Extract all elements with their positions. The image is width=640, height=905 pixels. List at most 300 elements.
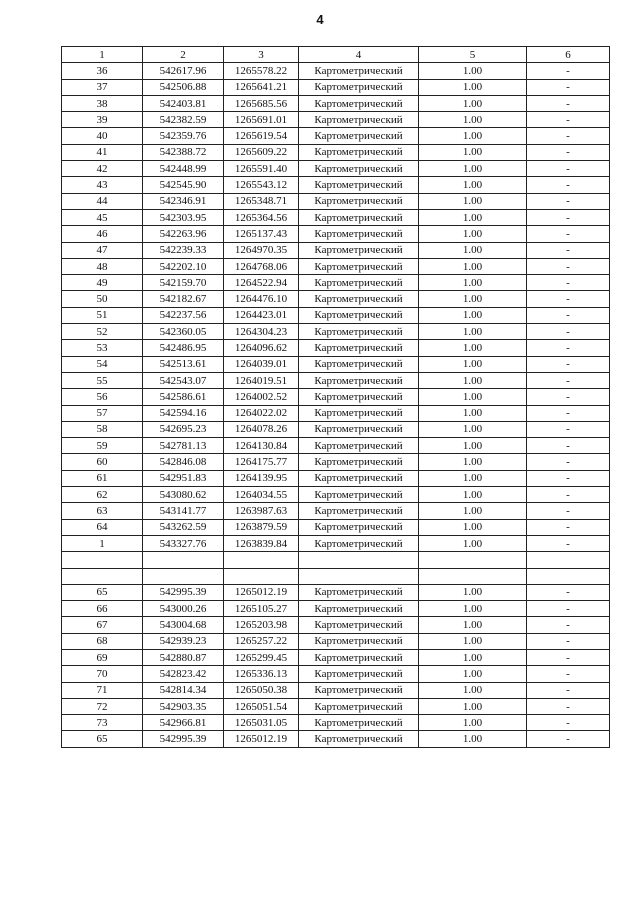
- point-number-cell: 45: [62, 209, 143, 225]
- table-row: [62, 242, 610, 258]
- note-cell: -: [527, 438, 610, 454]
- point-number-cell: 42: [62, 161, 143, 177]
- method-cell: Картометрический: [299, 144, 419, 160]
- table-row: [62, 535, 610, 551]
- y-coordinate-cell: 1265685.56: [224, 95, 299, 111]
- point-number-cell: 73: [62, 715, 143, 731]
- point-number-cell: 60: [62, 454, 143, 470]
- method-cell: Картометрический: [299, 601, 419, 617]
- accuracy-cell: 1.00: [419, 161, 527, 177]
- method-cell: Картометрический: [299, 535, 419, 551]
- y-coordinate-cell: [224, 552, 299, 568]
- accuracy-cell: 1.00: [419, 242, 527, 258]
- table-row: [62, 470, 610, 486]
- x-coordinate-cell: 542486.95: [143, 340, 224, 356]
- table-row: [62, 487, 610, 503]
- point-number-cell: 44: [62, 193, 143, 209]
- method-cell: Картометрический: [299, 307, 419, 323]
- method-cell: Картометрический: [299, 193, 419, 209]
- note-cell: -: [527, 193, 610, 209]
- accuracy-cell: 1.00: [419, 307, 527, 323]
- method-cell: Картометрический: [299, 372, 419, 388]
- table-row: [62, 112, 610, 128]
- coordinates-table-body: [62, 47, 610, 748]
- accuracy-cell: 1.00: [419, 356, 527, 372]
- table-row: [62, 698, 610, 714]
- accuracy-cell: 1.00: [419, 226, 527, 242]
- method-cell: Картометрический: [299, 682, 419, 698]
- accuracy-cell: 1.00: [419, 617, 527, 633]
- table-row: [62, 356, 610, 372]
- table-row: [62, 715, 610, 731]
- note-cell: -: [527, 177, 610, 193]
- point-number-cell: 65: [62, 584, 143, 600]
- table-row: [62, 324, 610, 340]
- method-cell: Картометрический: [299, 649, 419, 665]
- table-row: [62, 275, 610, 291]
- accuracy-cell: 1.00: [419, 340, 527, 356]
- y-coordinate-cell: 1264002.52: [224, 389, 299, 405]
- x-coordinate-cell: 542263.96: [143, 226, 224, 242]
- accuracy-cell: 1.00: [419, 715, 527, 731]
- method-cell: Картометрический: [299, 438, 419, 454]
- x-coordinate-cell: 543327.76: [143, 535, 224, 551]
- header-cell: 2: [143, 47, 224, 63]
- method-cell: Картометрический: [299, 487, 419, 503]
- table-row: [62, 63, 610, 79]
- x-coordinate-cell: 542781.13: [143, 438, 224, 454]
- table-row: [62, 226, 610, 242]
- point-number-cell: 50: [62, 291, 143, 307]
- note-cell: -: [527, 307, 610, 323]
- method-cell: Картометрический: [299, 584, 419, 600]
- note-cell: -: [527, 372, 610, 388]
- accuracy-cell: 1.00: [419, 275, 527, 291]
- x-coordinate-cell: 542586.61: [143, 389, 224, 405]
- x-coordinate-cell: 542880.87: [143, 649, 224, 665]
- header-cell: 3: [224, 47, 299, 63]
- point-number-cell: 64: [62, 519, 143, 535]
- method-cell: Картометрический: [299, 112, 419, 128]
- point-number-cell: 52: [62, 324, 143, 340]
- point-number-cell: 53: [62, 340, 143, 356]
- x-coordinate-cell: [143, 552, 224, 568]
- y-coordinate-cell: 1263879.59: [224, 519, 299, 535]
- note-cell: -: [527, 209, 610, 225]
- accuracy-cell: 1.00: [419, 63, 527, 79]
- header-cell: 1: [62, 47, 143, 63]
- coordinates-table: [61, 46, 610, 748]
- note-cell: -: [527, 405, 610, 421]
- point-number-cell: 61: [62, 470, 143, 486]
- table-row: [62, 682, 610, 698]
- page-number: 4: [316, 12, 324, 27]
- note-cell: -: [527, 649, 610, 665]
- method-cell: Картометрический: [299, 161, 419, 177]
- x-coordinate-cell: 542594.16: [143, 405, 224, 421]
- y-coordinate-cell: 1265012.19: [224, 731, 299, 747]
- accuracy-cell: 1.00: [419, 177, 527, 193]
- point-number-cell: [62, 568, 143, 584]
- note-cell: -: [527, 470, 610, 486]
- point-number-cell: 57: [62, 405, 143, 421]
- x-coordinate-cell: 542513.61: [143, 356, 224, 372]
- accuracy-cell: 1.00: [419, 470, 527, 486]
- y-coordinate-cell: 1265591.40: [224, 161, 299, 177]
- note-cell: -: [527, 112, 610, 128]
- x-coordinate-cell: 542182.67: [143, 291, 224, 307]
- point-number-cell: 38: [62, 95, 143, 111]
- x-coordinate-cell: 542448.99: [143, 161, 224, 177]
- point-number-cell: [62, 552, 143, 568]
- y-coordinate-cell: 1265050.38: [224, 682, 299, 698]
- x-coordinate-cell: 542903.35: [143, 698, 224, 714]
- x-coordinate-cell: 542403.81: [143, 95, 224, 111]
- method-cell: Картометрический: [299, 275, 419, 291]
- y-coordinate-cell: 1264078.26: [224, 421, 299, 437]
- y-coordinate-cell: 1265641.21: [224, 79, 299, 95]
- table-row: [62, 405, 610, 421]
- x-coordinate-cell: [143, 568, 224, 584]
- point-number-cell: 36: [62, 63, 143, 79]
- header-cell: 5: [419, 47, 527, 63]
- y-coordinate-cell: 1264022.02: [224, 405, 299, 421]
- x-coordinate-cell: 543000.26: [143, 601, 224, 617]
- y-coordinate-cell: 1265012.19: [224, 584, 299, 600]
- accuracy-cell: 1.00: [419, 79, 527, 95]
- note-cell: -: [527, 63, 610, 79]
- accuracy-cell: 1.00: [419, 291, 527, 307]
- note-cell: -: [527, 731, 610, 747]
- y-coordinate-cell: 1264019.51: [224, 372, 299, 388]
- x-coordinate-cell: 542939.23: [143, 633, 224, 649]
- note-cell: -: [527, 503, 610, 519]
- table-row: [62, 666, 610, 682]
- y-coordinate-cell: 1265203.98: [224, 617, 299, 633]
- point-number-cell: 59: [62, 438, 143, 454]
- table-row: [62, 454, 610, 470]
- method-cell: Картометрический: [299, 421, 419, 437]
- point-number-cell: 37: [62, 79, 143, 95]
- x-coordinate-cell: 542846.08: [143, 454, 224, 470]
- accuracy-cell: 1.00: [419, 633, 527, 649]
- note-cell: -: [527, 389, 610, 405]
- accuracy-cell: 1.00: [419, 258, 527, 274]
- y-coordinate-cell: 1264175.77: [224, 454, 299, 470]
- table-row: [62, 649, 610, 665]
- accuracy-cell: 1.00: [419, 128, 527, 144]
- point-number-cell: 69: [62, 649, 143, 665]
- y-coordinate-cell: 1264130.84: [224, 438, 299, 454]
- x-coordinate-cell: 542388.72: [143, 144, 224, 160]
- y-coordinate-cell: 1265364.56: [224, 209, 299, 225]
- accuracy-cell: 1.00: [419, 649, 527, 665]
- x-coordinate-cell: 542966.81: [143, 715, 224, 731]
- point-number-cell: 67: [62, 617, 143, 633]
- point-number-cell: 39: [62, 112, 143, 128]
- accuracy-cell: 1.00: [419, 112, 527, 128]
- x-coordinate-cell: 542695.23: [143, 421, 224, 437]
- table-row: [62, 601, 610, 617]
- point-number-cell: 58: [62, 421, 143, 437]
- table-row: [62, 128, 610, 144]
- table-row: [62, 177, 610, 193]
- accuracy-cell: 1.00: [419, 666, 527, 682]
- accuracy-cell: [419, 552, 527, 568]
- y-coordinate-cell: 1265578.22: [224, 63, 299, 79]
- y-coordinate-cell: 1264768.06: [224, 258, 299, 274]
- x-coordinate-cell: 543080.62: [143, 487, 224, 503]
- x-coordinate-cell: 542617.96: [143, 63, 224, 79]
- accuracy-cell: 1.00: [419, 372, 527, 388]
- note-cell: -: [527, 601, 610, 617]
- table-row: [62, 617, 610, 633]
- point-number-cell: 54: [62, 356, 143, 372]
- point-number-cell: 71: [62, 682, 143, 698]
- method-cell: Картометрический: [299, 715, 419, 731]
- point-number-cell: 40: [62, 128, 143, 144]
- table-row: [62, 731, 610, 747]
- x-coordinate-cell: 542545.90: [143, 177, 224, 193]
- note-cell: -: [527, 95, 610, 111]
- table-row: [62, 568, 610, 584]
- y-coordinate-cell: 1265609.22: [224, 144, 299, 160]
- point-number-cell: 65: [62, 731, 143, 747]
- table-row: [62, 584, 610, 600]
- y-coordinate-cell: 1263987.63: [224, 503, 299, 519]
- point-number-cell: 56: [62, 389, 143, 405]
- note-cell: -: [527, 633, 610, 649]
- accuracy-cell: 1.00: [419, 324, 527, 340]
- note-cell: -: [527, 666, 610, 682]
- method-cell: Картометрический: [299, 731, 419, 747]
- note-cell: [527, 552, 610, 568]
- y-coordinate-cell: 1265619.54: [224, 128, 299, 144]
- method-cell: Картометрический: [299, 324, 419, 340]
- table-row: [62, 389, 610, 405]
- accuracy-cell: 1.00: [419, 601, 527, 617]
- note-cell: -: [527, 161, 610, 177]
- point-number-cell: 68: [62, 633, 143, 649]
- y-coordinate-cell: 1265691.01: [224, 112, 299, 128]
- method-cell: Картометрический: [299, 454, 419, 470]
- header-cell: 4: [299, 47, 419, 63]
- point-number-cell: 62: [62, 487, 143, 503]
- y-coordinate-cell: 1264034.55: [224, 487, 299, 503]
- note-cell: -: [527, 340, 610, 356]
- x-coordinate-cell: 542239.33: [143, 242, 224, 258]
- x-coordinate-cell: 542382.59: [143, 112, 224, 128]
- y-coordinate-cell: 1264039.01: [224, 356, 299, 372]
- accuracy-cell: 1.00: [419, 209, 527, 225]
- y-coordinate-cell: 1265105.27: [224, 601, 299, 617]
- x-coordinate-cell: 542995.39: [143, 584, 224, 600]
- note-cell: -: [527, 356, 610, 372]
- method-cell: Картометрический: [299, 405, 419, 421]
- table-row: [62, 552, 610, 568]
- table-row: [62, 209, 610, 225]
- x-coordinate-cell: 542346.91: [143, 193, 224, 209]
- method-cell: Картометрический: [299, 226, 419, 242]
- method-cell: Картометрический: [299, 95, 419, 111]
- table-row: [62, 372, 610, 388]
- note-cell: -: [527, 519, 610, 535]
- point-number-cell: 47: [62, 242, 143, 258]
- y-coordinate-cell: 1265257.22: [224, 633, 299, 649]
- x-coordinate-cell: 542303.95: [143, 209, 224, 225]
- note-cell: -: [527, 698, 610, 714]
- method-cell: Картометрический: [299, 258, 419, 274]
- method-cell: Картометрический: [299, 291, 419, 307]
- method-cell: Картометрический: [299, 63, 419, 79]
- x-coordinate-cell: 542951.83: [143, 470, 224, 486]
- method-cell: Картометрический: [299, 177, 419, 193]
- accuracy-cell: 1.00: [419, 193, 527, 209]
- y-coordinate-cell: 1265299.45: [224, 649, 299, 665]
- accuracy-cell: 1.00: [419, 144, 527, 160]
- table-row: [62, 421, 610, 437]
- point-number-cell: 48: [62, 258, 143, 274]
- note-cell: [527, 568, 610, 584]
- table-row: [62, 340, 610, 356]
- point-number-cell: 72: [62, 698, 143, 714]
- table-row: [62, 438, 610, 454]
- accuracy-cell: 1.00: [419, 503, 527, 519]
- accuracy-cell: 1.00: [419, 389, 527, 405]
- accuracy-cell: 1.00: [419, 438, 527, 454]
- accuracy-cell: 1.00: [419, 682, 527, 698]
- note-cell: -: [527, 144, 610, 160]
- table-row: [62, 79, 610, 95]
- note-cell: -: [527, 487, 610, 503]
- y-coordinate-cell: 1265031.05: [224, 715, 299, 731]
- method-cell: Картометрический: [299, 340, 419, 356]
- table-row: [62, 161, 610, 177]
- method-cell: Картометрический: [299, 389, 419, 405]
- note-cell: -: [527, 454, 610, 470]
- y-coordinate-cell: 1264139.95: [224, 470, 299, 486]
- method-cell: Картометрический: [299, 79, 419, 95]
- x-coordinate-cell: 543262.59: [143, 519, 224, 535]
- point-number-cell: 41: [62, 144, 143, 160]
- table-row: [62, 144, 610, 160]
- point-number-cell: 1: [62, 535, 143, 551]
- table-row: [62, 193, 610, 209]
- method-cell: Картометрический: [299, 470, 419, 486]
- method-cell: [299, 568, 419, 584]
- header-cell: 6: [527, 47, 610, 63]
- method-cell: Картометрический: [299, 356, 419, 372]
- method-cell: Картометрический: [299, 617, 419, 633]
- x-coordinate-cell: 542159.70: [143, 275, 224, 291]
- x-coordinate-cell: 542237.56: [143, 307, 224, 323]
- method-cell: Картометрический: [299, 128, 419, 144]
- accuracy-cell: 1.00: [419, 584, 527, 600]
- x-coordinate-cell: 542543.07: [143, 372, 224, 388]
- y-coordinate-cell: 1265051.54: [224, 698, 299, 714]
- note-cell: -: [527, 79, 610, 95]
- note-cell: -: [527, 535, 610, 551]
- accuracy-cell: 1.00: [419, 731, 527, 747]
- y-coordinate-cell: 1264423.01: [224, 307, 299, 323]
- y-coordinate-cell: 1264304.23: [224, 324, 299, 340]
- method-cell: Картометрический: [299, 633, 419, 649]
- accuracy-cell: 1.00: [419, 519, 527, 535]
- y-coordinate-cell: 1264970.35: [224, 242, 299, 258]
- point-number-cell: 46: [62, 226, 143, 242]
- point-number-cell: 66: [62, 601, 143, 617]
- x-coordinate-cell: 543141.77: [143, 503, 224, 519]
- accuracy-cell: 1.00: [419, 535, 527, 551]
- y-coordinate-cell: 1264476.10: [224, 291, 299, 307]
- accuracy-cell: 1.00: [419, 95, 527, 111]
- x-coordinate-cell: 542359.76: [143, 128, 224, 144]
- table-row: [62, 258, 610, 274]
- note-cell: -: [527, 421, 610, 437]
- y-coordinate-cell: 1263839.84: [224, 535, 299, 551]
- method-cell: Картометрический: [299, 698, 419, 714]
- note-cell: -: [527, 275, 610, 291]
- x-coordinate-cell: 542823.42: [143, 666, 224, 682]
- y-coordinate-cell: 1265137.43: [224, 226, 299, 242]
- y-coordinate-cell: 1264522.94: [224, 275, 299, 291]
- accuracy-cell: 1.00: [419, 487, 527, 503]
- note-cell: -: [527, 617, 610, 633]
- y-coordinate-cell: [224, 568, 299, 584]
- note-cell: -: [527, 128, 610, 144]
- x-coordinate-cell: 542360.05: [143, 324, 224, 340]
- method-cell: Картометрический: [299, 242, 419, 258]
- method-cell: Картометрический: [299, 519, 419, 535]
- note-cell: -: [527, 682, 610, 698]
- method-cell: [299, 552, 419, 568]
- y-coordinate-cell: 1265543.12: [224, 177, 299, 193]
- x-coordinate-cell: 542202.10: [143, 258, 224, 274]
- point-number-cell: 70: [62, 666, 143, 682]
- point-number-cell: 63: [62, 503, 143, 519]
- table-row: [62, 519, 610, 535]
- method-cell: Картометрический: [299, 666, 419, 682]
- point-number-cell: 43: [62, 177, 143, 193]
- x-coordinate-cell: 543004.68: [143, 617, 224, 633]
- note-cell: -: [527, 242, 610, 258]
- note-cell: -: [527, 324, 610, 340]
- point-number-cell: 51: [62, 307, 143, 323]
- x-coordinate-cell: 542995.39: [143, 731, 224, 747]
- point-number-cell: 49: [62, 275, 143, 291]
- y-coordinate-cell: 1265336.13: [224, 666, 299, 682]
- table-row: [62, 633, 610, 649]
- y-coordinate-cell: 1264096.62: [224, 340, 299, 356]
- header-row: [62, 47, 610, 63]
- table-row: [62, 291, 610, 307]
- table-row: [62, 307, 610, 323]
- accuracy-cell: [419, 568, 527, 584]
- accuracy-cell: 1.00: [419, 454, 527, 470]
- table-row: [62, 95, 610, 111]
- note-cell: -: [527, 258, 610, 274]
- accuracy-cell: 1.00: [419, 698, 527, 714]
- note-cell: -: [527, 226, 610, 242]
- note-cell: -: [527, 291, 610, 307]
- method-cell: Картометрический: [299, 503, 419, 519]
- accuracy-cell: 1.00: [419, 405, 527, 421]
- y-coordinate-cell: 1265348.71: [224, 193, 299, 209]
- point-number-cell: 55: [62, 372, 143, 388]
- accuracy-cell: 1.00: [419, 421, 527, 437]
- note-cell: -: [527, 584, 610, 600]
- table-row: [62, 503, 610, 519]
